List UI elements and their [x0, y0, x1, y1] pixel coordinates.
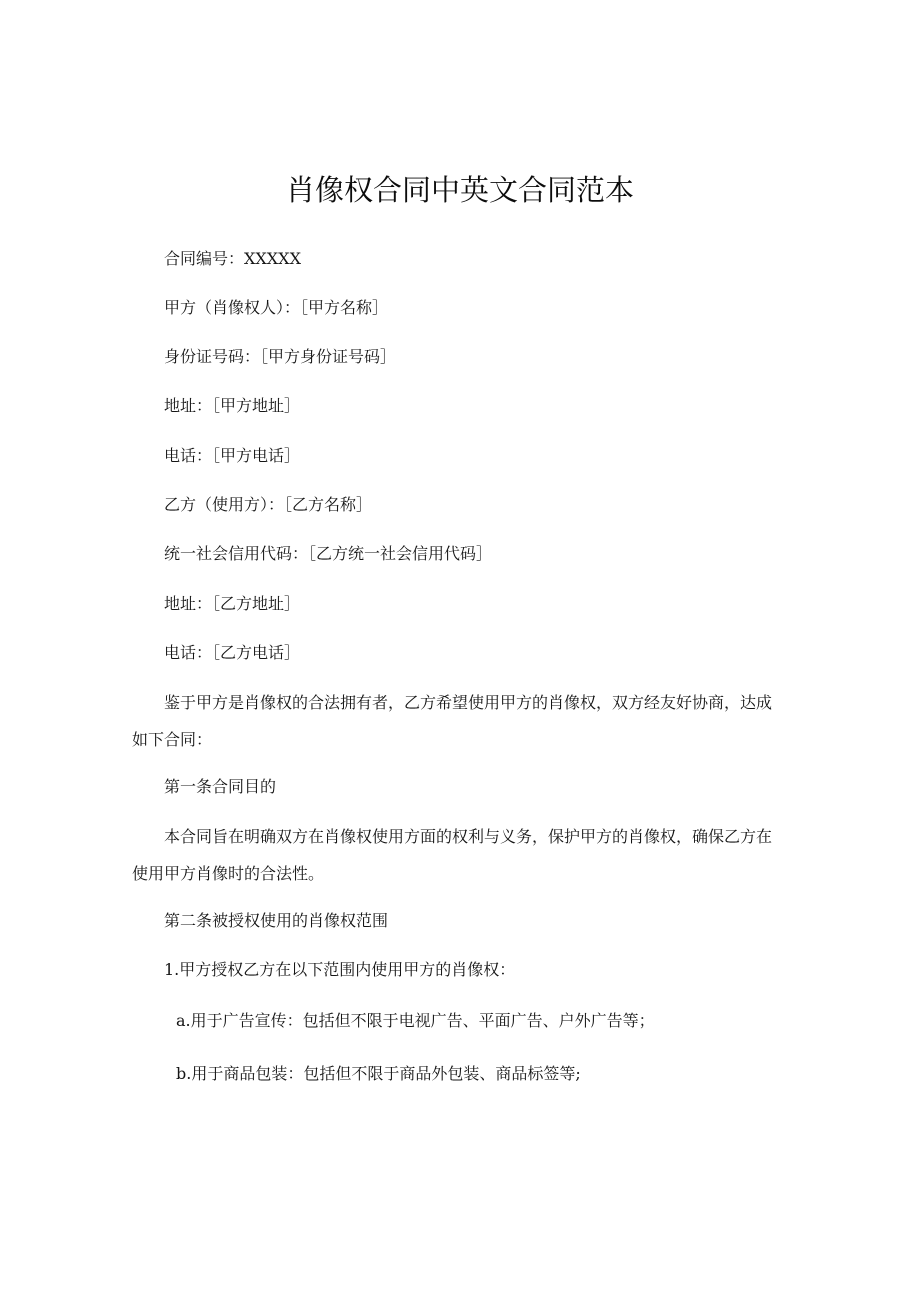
party-a-name-field: 甲方（肖像权人）：［甲方名称］ — [164, 298, 389, 317]
article2-item1-b: b.用于商品包装：包括但不限于商品外包装、商品标签等; — [176, 1064, 581, 1083]
contract-number-field: 合同编号：XXXXX — [164, 249, 301, 268]
party-b-name-field: 乙方（使用方）：［乙方名称］ — [164, 495, 373, 514]
party-a-address-field: 地址：［甲方地址］ — [164, 396, 301, 415]
document-title: 肖像权合同中英文合同范本 — [285, 173, 634, 207]
article2-item1: 1.甲方授权乙方在以下范围内使用甲方的肖像权： — [164, 960, 516, 979]
article2-item1-a: a.用于广告宣传：包括但不限于电视广告、平面广告、户外广告等； — [176, 1011, 655, 1030]
party-b-phone-field: 电话：［乙方电话］ — [164, 643, 301, 662]
party-b-address-field: 地址：［乙方地址］ — [164, 594, 301, 613]
preamble-paragraph: 鉴于甲方是肖像权的合法拥有者，乙方希望使用甲方的肖像权，双方经友好协商，达成如下合同： — [132, 693, 773, 749]
article1-heading: 第一条合同目的 — [164, 777, 277, 796]
party-a-phone-field: 电话：［甲方电话］ — [164, 446, 301, 465]
article1-body: 本合同旨在明确双方在肖像权使用方面的权利与义务，保护甲方的肖像权，确保乙方在使用甲方肖像时的合法性。 — [132, 827, 773, 883]
article2-heading: 第二条被授权使用的肖像权范围 — [164, 911, 389, 930]
party-b-credit-code-field: 统一社会信用代码：［乙方统一社会信用代码］ — [164, 544, 493, 563]
party-a-id-field: 身份证号码：［甲方身份证号码］ — [164, 347, 397, 366]
